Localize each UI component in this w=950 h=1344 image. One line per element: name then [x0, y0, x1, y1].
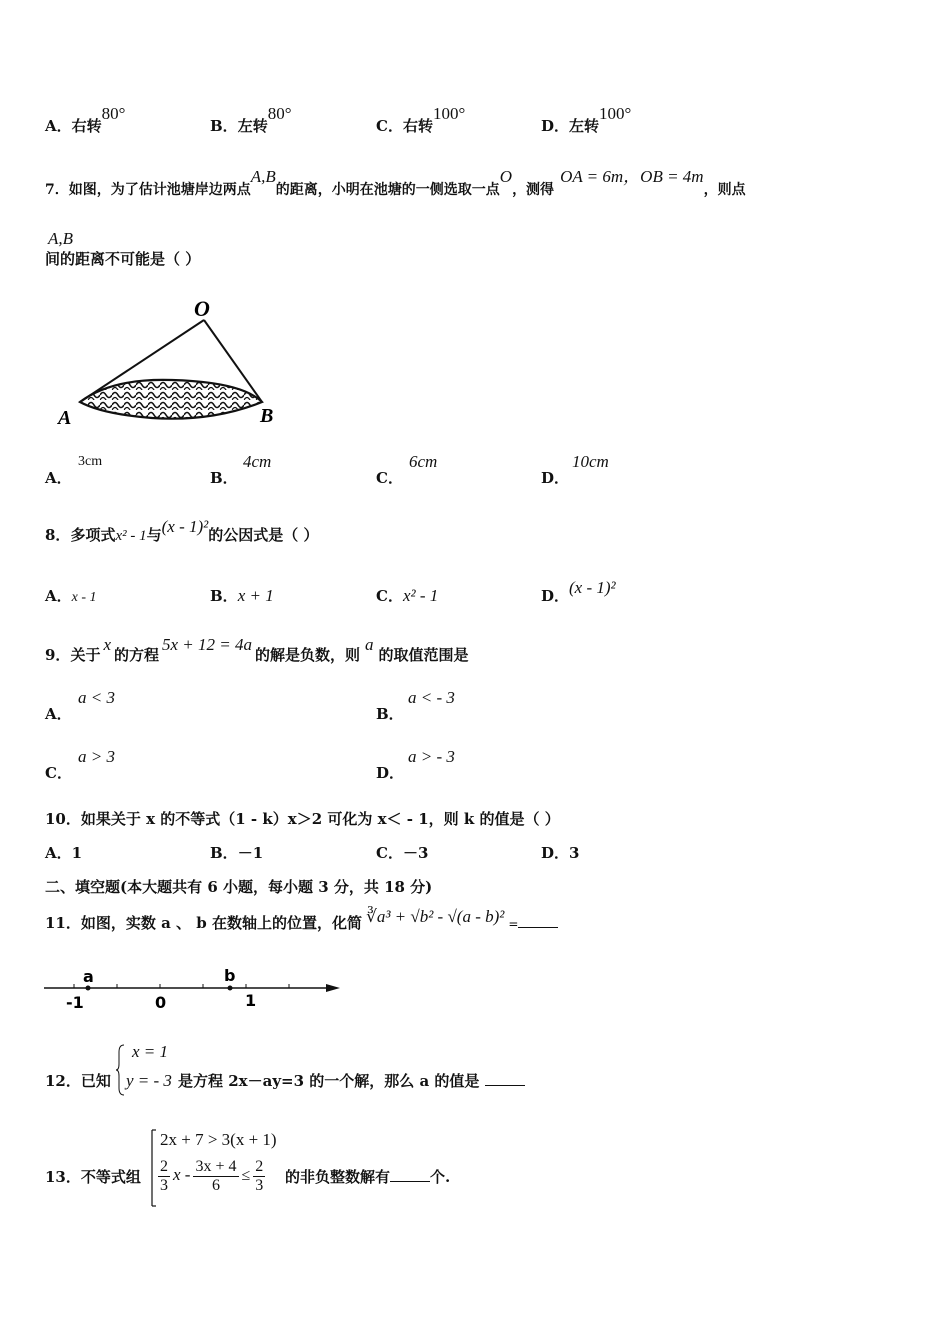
- tick-label-1: 1: [245, 991, 257, 1010]
- option-label: D．: [541, 117, 570, 135]
- q8-text3: 的公因式是（ ）: [208, 526, 319, 544]
- option-text: 右转: [71, 117, 102, 135]
- q13-frac3: [253, 1158, 265, 1195]
- option-label: B．: [210, 469, 238, 487]
- option-label: C．: [376, 587, 403, 605]
- q8-text1: 多项式: [70, 526, 116, 544]
- q7-option-b: [210, 467, 238, 488]
- option-text: 右转: [402, 117, 433, 135]
- option-label: A．: [45, 587, 72, 605]
- q9-option-a-value: a < 3: [78, 688, 115, 707]
- option-label: B．: [210, 844, 238, 862]
- q8-option-b: [210, 585, 274, 606]
- q9-option-c-value: a > 3: [78, 747, 115, 766]
- q9-equation: 5x + 12 = 4a: [162, 635, 253, 654]
- q7-option-d: [541, 467, 569, 488]
- q9-option-d: [376, 762, 404, 783]
- option-label: A．: [45, 844, 72, 862]
- tick-label-minus-1: -1: [66, 993, 84, 1012]
- q13-brace: [149, 1128, 157, 1208]
- q7-pond-figure: [52, 290, 292, 435]
- q7-option-d-value: 10cm: [572, 452, 609, 471]
- label-a: A: [58, 407, 72, 429]
- q9-text4: 的取值范围是: [378, 646, 469, 664]
- q6-option-a: [45, 104, 126, 136]
- option-label: C．: [376, 844, 403, 862]
- q6-option-b: [210, 104, 292, 136]
- q13-text: [285, 1166, 450, 1187]
- q7-option-a-value: 3cm: [78, 454, 103, 469]
- option-angle: 80°: [101, 104, 126, 123]
- q13-answer-blank[interactable]: [390, 1169, 430, 1182]
- q7-option-c-value: 6cm: [409, 452, 438, 471]
- option-label: D．: [376, 764, 405, 782]
- q6-option-d: [541, 104, 632, 136]
- option-label: B．: [376, 705, 404, 723]
- option-value: x + 1: [237, 586, 274, 605]
- option-label: C．: [45, 764, 72, 782]
- q9-text2: 的方程: [114, 646, 160, 664]
- q11-answer-blank[interactable]: [518, 915, 558, 928]
- axis-arrow: [326, 984, 340, 992]
- q7-option-a: [45, 467, 72, 488]
- q9-option-a: [45, 703, 72, 724]
- option-value: (x - 1)²: [569, 578, 616, 597]
- q13-frac1: [158, 1158, 170, 1195]
- q7-points: A,B: [250, 167, 276, 186]
- q8-option-d: [541, 578, 616, 606]
- label-a: a: [83, 967, 94, 986]
- section-title: 二、填空题(本大题共有 6 小题，每小题 3 分，共 18 分): [45, 878, 433, 896]
- q9-var-x: x: [103, 635, 111, 654]
- q7-text4: ，则点: [703, 182, 746, 198]
- q8-option-a: [45, 585, 97, 606]
- q9-text1: 关于: [70, 646, 101, 664]
- q9-stem: [45, 635, 469, 665]
- label-o: O: [194, 296, 210, 321]
- tick-label-0: 0: [155, 993, 167, 1012]
- q13-text1: 的非负整数解有: [285, 1168, 391, 1186]
- q8-expr2: (x - 1)²: [161, 517, 209, 536]
- option-label: C．: [376, 117, 403, 135]
- q8-stem: [45, 517, 319, 545]
- point-a: [86, 986, 91, 991]
- q9-text3: 的解是负数，则: [255, 646, 361, 664]
- option-value: －1: [237, 844, 264, 862]
- numerator: 2: [255, 1158, 264, 1175]
- q10-stem: 10．如果关于 x 的不等式（1 - k）x＞2 可化为 x＜ - 1，则 k 的值是（ ）: [45, 810, 560, 828]
- option-value: 1: [71, 844, 83, 862]
- option-value: 3: [569, 844, 580, 862]
- option-label: D．: [541, 587, 570, 605]
- q9-option-b: [376, 703, 404, 724]
- q7-stem-line2: [45, 229, 228, 268]
- q11-stem: [45, 907, 558, 933]
- option-label: B．: [210, 587, 238, 605]
- denominator: 6: [211, 1177, 220, 1194]
- q10-option-d: [541, 842, 579, 863]
- option-value: －3: [402, 844, 429, 862]
- q12-answer-blank[interactable]: [485, 1073, 525, 1086]
- option-value: x - 1: [71, 590, 97, 605]
- pond-shape: [80, 380, 262, 419]
- q10-option-a: [45, 842, 82, 863]
- q7-measure: OA = 6m，OB = 4m: [560, 167, 704, 186]
- q13-x-minus: x -: [173, 1165, 191, 1185]
- q10-option-c: [376, 842, 428, 863]
- q11-text: 11．如图，实数 a 、 b 在数轴上的位置，化简: [45, 914, 362, 932]
- q7-stem: [45, 167, 746, 199]
- q13-prefix: 13．不等式组: [45, 1168, 141, 1186]
- option-text: 左转: [569, 117, 600, 135]
- option-angle: 100°: [599, 104, 632, 123]
- q12-system-line2: y = - 3: [126, 1071, 172, 1090]
- q9-var-a: a: [365, 635, 374, 654]
- option-label: A．: [45, 117, 72, 135]
- numerator: 2: [160, 1158, 168, 1175]
- option-label: A．: [45, 469, 72, 487]
- q6-option-c: [376, 104, 466, 136]
- q7-number: 7．: [45, 182, 69, 198]
- option-label: B．: [210, 117, 238, 135]
- q8-option-c: [376, 585, 438, 606]
- q12-system-line1: x = 1: [132, 1042, 169, 1061]
- q7-option-c: [376, 467, 403, 488]
- q13-le: ≤: [241, 1167, 251, 1185]
- q8-number: 8．: [45, 526, 71, 544]
- q9-option-b-value: a < - 3: [408, 688, 455, 707]
- q11-expression: ∛a³ + √b² - √(a - b)²: [365, 907, 505, 926]
- label-b: b: [224, 966, 236, 985]
- q7-text2: 的距离，小明在池塘的一侧选取一点: [275, 182, 500, 198]
- q7-text1: 如图，为了估计池塘岸边两点: [68, 182, 251, 198]
- q12-text-body: 是方程 2x－ay=3 的一个解，那么 a 的值是: [178, 1072, 480, 1090]
- q13-line2: [158, 1158, 265, 1195]
- q11-equals: =: [508, 917, 519, 931]
- option-angle: 80°: [267, 104, 292, 123]
- q9-option-d-value: a > - 3: [408, 747, 455, 766]
- option-label: D．: [541, 844, 570, 862]
- option-label: D．: [541, 469, 570, 487]
- option-label: A．: [45, 705, 72, 723]
- numerator: 3x + 4: [195, 1158, 237, 1175]
- q8-expr1: x² - 1: [115, 528, 147, 544]
- q13-text2: 个.: [430, 1168, 451, 1186]
- q13-line1: 2x + 7 > 3(x + 1): [160, 1130, 277, 1149]
- q12-text: [178, 1070, 525, 1091]
- q7-option-b-value: 4cm: [243, 452, 272, 471]
- option-value: x² - 1: [402, 586, 439, 605]
- q7-text3: ，测得: [512, 182, 555, 198]
- option-angle: 100°: [432, 104, 466, 123]
- q13-frac2: [193, 1158, 238, 1195]
- denominator: 3: [255, 1177, 264, 1194]
- q7-text5: 间的距离不可能是（ ）: [45, 250, 201, 268]
- q9-number: 9．: [45, 646, 71, 664]
- q7-point-o: O: [499, 167, 513, 186]
- q11-number-line: [44, 964, 344, 1014]
- q8-text2: 与: [146, 526, 162, 544]
- q9-option-c: [45, 762, 72, 783]
- option-text: 左转: [237, 117, 268, 135]
- q10-option-b: [210, 842, 263, 863]
- label-b: B: [260, 405, 274, 427]
- point-b: [228, 986, 233, 991]
- option-label: C．: [376, 469, 403, 487]
- q12-prefix: 12．已知: [45, 1072, 111, 1090]
- q7-points-2: A,B: [48, 229, 74, 248]
- q12-brace: [116, 1044, 126, 1096]
- denominator: 3: [160, 1177, 168, 1194]
